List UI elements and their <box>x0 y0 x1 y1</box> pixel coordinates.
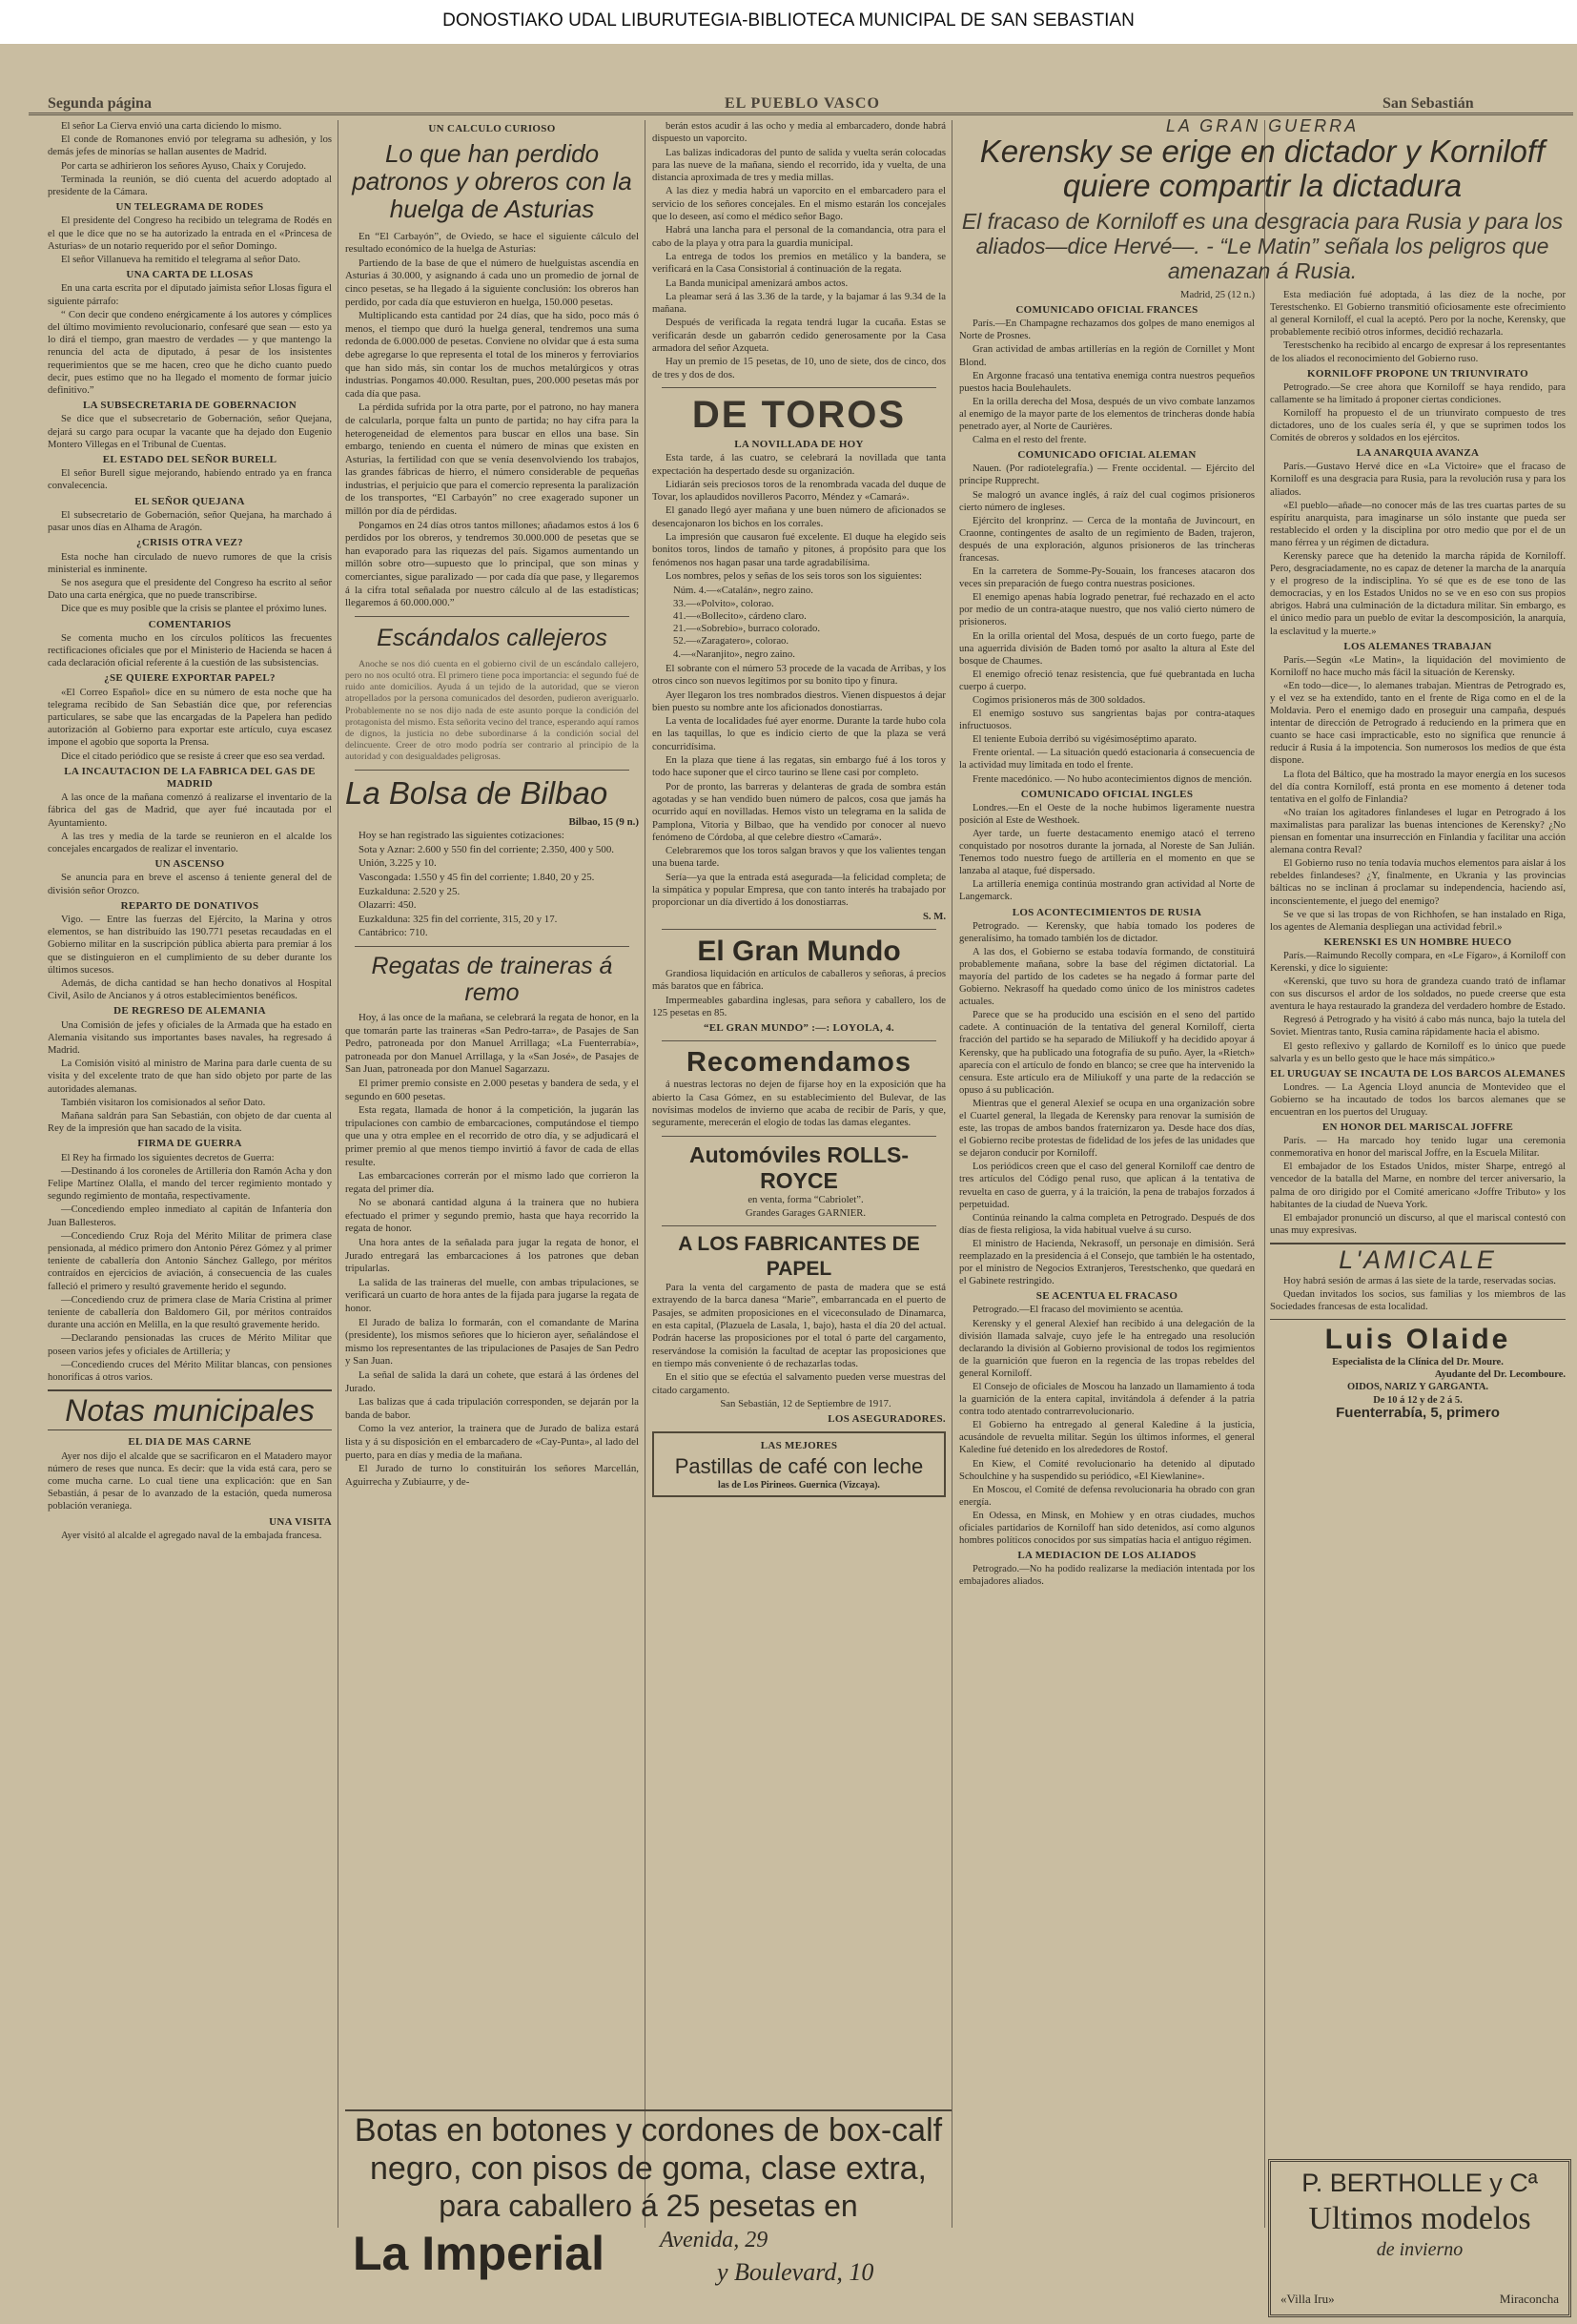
paragraph: «En todo—dice—, lo alemanes trabajan. Mientras de Petrogrado es, y el vez se ha extendido, tanto en el frente de Riga como en el de la Moldavia. Pero el enemigo dado en proseguir una campaña, después intentar de dirección de Petrogrado á reduciendo en la primera que en cuanto se hace casi impracticable, esto no significa que renuncie á reducir á Rusia á la impotencia. Son numerosos los medios de que ésta dispone. <box>1270 680 1566 767</box>
paragraph: La Banda municipal amenizará ambos actos. <box>666 277 849 289</box>
quote-line: Euzkalduna: 2.520 y 25. <box>358 885 461 897</box>
paragraph: En Moscou, el Comité de defensa revolucionaria ha obrado con gran energía. <box>959 1484 1255 1508</box>
paragraph: Las embarcaciones correrán por el mismo lado que corrieron la regata del primer día. <box>345 1170 639 1195</box>
list-item: 33.—«Polvito», colorao. <box>673 597 774 609</box>
paragraph: París.—En Champagne rechazamos dos golpes de mano enemigos al Norte de Prosnes. <box>959 319 1255 342</box>
quote-line: Unión, 3.225 y 10. <box>358 857 437 870</box>
archive-header-text: DONOSTIAKO UDAL LIBURUTEGIA-BIBLIOTECA MUNICIPAL DE SAN SEBASTIAN <box>442 10 1135 31</box>
paragraph: El sobrante con el número 53 procede de la vacada de Arribas, y los otros cinco son nuevos legítimos por su bonito tipo y finura. <box>652 662 946 688</box>
article-kicker: UN CALCULO CURIOSO <box>428 123 556 134</box>
subheading: COMENTARIOS <box>148 618 232 630</box>
olaide-line: Especialista de la Clínica del Dr. Moure. <box>1332 1357 1504 1368</box>
paragraph: Se comenta mucho en los círculos políticos las frecuentes rectificaciones oficiales que por el Ministerio de Hacienda se hacen á cada declaración oficial referente á la cuestión de las subsistencias. <box>48 632 332 669</box>
quote-line: Olazarri: 450. <box>358 899 417 912</box>
bertholle-line: Ultimos modelos <box>1308 2201 1531 2236</box>
quote-line: Vascongada: 1.550 y 45 fin del corriente; 1.840, 20 y 25. <box>358 872 595 884</box>
paragraph: Anoche se nos dió cuenta en el gobierno civil de un escándalo callejero, pero no nos ocultó otra. El primero tiene poca importancia: el segundo fué de ruido ante domicilios. Ayuda á un tejido de la autoridad, que se vieron atropellados por la persona comunicados del desorden, pudieron averiguarlo. Probablemente no se nos dijo nada de este asunto porque la condición del protagonista del mismo. Esta señorita vecino del trance, esperando aquí ramos de dignos, la justicia no debe subordinarse á la condición social del delincuente. Creer de otro modo podría ser contrario al principio de la autoridad y con desigualdades peligrosas. <box>345 658 639 763</box>
paragraph: Hay un premio de 15 pesetas, de 10, uno de siete, dos de cinco, dos de tres y dos de dos. <box>652 356 946 380</box>
subheading: COMUNICADO OFICIAL INGLES <box>1020 788 1194 800</box>
olaide-line: OIDOS, NARIZ Y GARGANTA. <box>1346 1382 1489 1393</box>
paragraph: Terestschenko ha recibido al encargo de expresar á los representantes de los aliados el reconocimiento del Gobierno ruso. <box>1270 340 1566 364</box>
masthead-strip <box>29 95 1573 115</box>
paragraph: El Consejo de oficiales de Moscou ha lanzado un llamamiento á toda la guarnición de la entera capital, invitándola á defender á la patria contra todo atentado contrarrevolucionario. <box>959 1381 1255 1418</box>
divider <box>662 929 936 930</box>
subheading: EL DIA DE MAS CARNE <box>128 1436 252 1449</box>
paragraph: El enemigo ofreció tenaz resistencia, que fué quebrantada en lucha cuerpo á cuerpo. <box>959 668 1255 692</box>
paragraph: El teniente Euboia derribó su vigésimoséptimo aparato. <box>973 734 1198 746</box>
paragraph: Hoy, á las once de la mañana, se celebrará la regata de honor, en la que tomarán parte las traineras «San Pedro-tarra», de Pasajes de San Pedro, patroneada por don Manuel Arrillaga; «La Fuenterrabía», patroneada por don Manuel Arrillaga, y la «San José», de Pasajes de San Juan, patroneada por don Manuel Sagarzazu. <box>345 1011 639 1076</box>
bertholle-right: Miraconcha <box>1499 2292 1559 2306</box>
paragraph: —Concediendo empleo inmediato al capitán de Infantería don Juan Ballesteros. <box>48 1204 332 1228</box>
regatas-title: Regatas de traineras á remo <box>371 952 613 1006</box>
paragraph: En “El Carbayón”, de Oviedo, se hace el siguiente cálculo del resultado económico de la huelga de Asturias: <box>345 230 639 256</box>
paragraph: El presidente del Congreso ha recibido un telegrama de Rodés en el que le dice que no se ha autorizado la entrada en el «Princesa de Asturias» de un notario requerido por el señor Domingo. <box>48 216 332 252</box>
divider <box>662 1040 936 1041</box>
paragraph: A las tres y media de la tarde se reunieron en el alcalde los concejales encargados de realizar el inventario. <box>48 831 332 854</box>
paragraph: Cogimos prisioneros más de 300 soldados. <box>973 695 1146 706</box>
divider <box>355 770 629 771</box>
column-3 <box>652 120 946 1503</box>
ad-address: y Boulevard, 10 <box>717 2258 874 2286</box>
subheading: COMUNICADO OFICIAL ALEMAN <box>1017 449 1197 462</box>
paragraph: Korniloff ha propuesto el de un triunvirato compuesto de tres dictadores, uno de los cuales sería él, y que se suprimen todos los Comités de obreros y soldados en los ejércitos. <box>1270 407 1566 444</box>
paragraph: A las dos, el Gobierno se estaba todavía formando, de constituirá probablemente mañana, sobre la base del régimen dictatorial. La mayoría del partido de los cadetes se ha negado á formar parte del Gobierno. Nekrasoff ha quedado como único de los ministros cadetes actuales. <box>959 946 1255 1008</box>
paragraph: El Rey ha firmado los siguientes decretos de Guerra: <box>61 1152 275 1163</box>
main-subhead: El fracaso de Korniloff es una desgracia para Rusia y para los aliados—dice Hervé—. - “Le Matin” señala los peligros que amenazan á Rusia. <box>961 209 1564 284</box>
paragraph: Regresó á Petrogrado y ha visitó á cabo más nunca, bajo la tutela del Soviet. Mientras tanto, Rusia camina rápidamente hacia el abismo. <box>1270 1015 1566 1039</box>
ad-address: Avenida, 29 <box>660 2228 768 2252</box>
paragraph: Grandiosa liquidación en artículos de caballeros y señoras, á precios más baratos que en fábrica. <box>652 967 946 993</box>
paragraph: Parece que se ha producido una escisión en el seno del partido cadete. A continuación de la tentativa del general Korniloff, cierta fracción del partido se ha separado de Miliukoff y ha decidido apoyar á Kerensky, que ha publicado una fotografía de su puño. Ayer, la «Rietch» aparecía con el artículo de fondo en blanco; se cree que ha intervenido la censura. Este artículo era de Miliukoff y una parte de la redacción se opuso á su publicación. <box>959 1010 1255 1096</box>
list-item: 4.—«Naranjito», negro zaino. <box>673 648 795 660</box>
bolsa-title: La Bolsa de Bilbao <box>345 774 608 811</box>
paragraph: —Declarando pensionadas las cruces de Mérito Militar que poseen varios jefes y oficiales de Artillería; y <box>48 1333 332 1357</box>
bertholle-ad <box>1268 2159 1571 2317</box>
paragraph: En la plaza que tiene á las regatas, sin embargo fué á los toros y todo hace suponer que el circo taurino se llene casi por completo. <box>652 754 946 779</box>
paragraph: Por carta se adhirieron los señores Ayuso, Chaix y Corujedo. <box>61 160 307 172</box>
cafe-kicker: LAS MEJORES <box>760 1440 838 1452</box>
subheading: FIRMA DE GUERRA <box>137 1138 242 1150</box>
paragraph: Sería—ya que la entrada está asegurada—la felicidad completa; de la simpática y popular Empresa, que con tanto interés ha trabajado por proporcionar un día divertido á los donostiarras. <box>652 871 946 909</box>
paragraph: Impermeables gabardina inglesas, para señora y caballero, los de 125 pesetas en 85. <box>652 994 946 1018</box>
divider <box>662 1225 936 1226</box>
subheading: LOS ALEMANES TRABAJAN <box>1343 640 1492 652</box>
paragraph: Frente oriental. — La situación quedó estacionaria á consecuencia de la actividad muy limitada en todo el frente. <box>959 748 1255 771</box>
paragraph: El ministro de Hacienda, Nekrasoff, un personaje en dimisión. Será reemplazado en la presidencia á el Consejo, que también le ha ostentado, por el ministro de Negocios Extranjeros, Terestschenko, que quedará en el Gabinete restringido. <box>959 1238 1255 1287</box>
paragraph: París.—Según «Le Matin», la liquidación del movimiento de Korniloff no hace mucho más fácil la situación de Kerensky. <box>1270 654 1566 678</box>
ad-brand: La Imperial <box>353 2227 604 2280</box>
subheading: EL URUGUAY SE INCAUTA DE LOS BARCOS ALEMANES <box>1270 1067 1566 1080</box>
signature: S. M. <box>922 910 946 922</box>
paragraph: El Jurado de baliza lo formarán, con el comandante de Marina (presidente), los mismos señores que lo hicieron ayer, señalándose el mismo los representantes de las tripulaciones de Pasajes de San Pedro y San Juan. <box>345 1316 639 1368</box>
paragraph: San Sebastián, 12 de Septiembre de 1917. <box>720 1397 891 1409</box>
paragraph: En una carta escrita por el diputado jaimista señor Llosas figura el siguiente párrafo: <box>48 283 332 307</box>
paragraph: Dice que es muy posible que la crisis se plantee el próximo lunes. <box>61 604 327 615</box>
paragraph: El enemigo sostuvo sus sangrientas bajas por contra-ataques infructuosos. <box>959 709 1255 732</box>
subheading: UNA CARTA DE LLOSAS <box>126 269 254 281</box>
paragraph: Los nombres, pelos y señas de los seis toros son los siguientes: <box>666 569 922 582</box>
paragraph: Petrogrado. — Kerensky, que había tomado los poderes de generalísimo, ha tomado también los de dictador. <box>959 920 1255 944</box>
strip-left: Segunda página <box>48 95 152 112</box>
paragraph: «El pueblo—añade—no conocer más de las tres cuartas partes de su espíritu anarquista, para imaginarse un sólo instante que pueda ser restablecido el orden y la disciplina por otro medio que por el de un mano férrea y un régimen de dictadura. <box>1270 500 1566 548</box>
paragraph: Los periódicos creen que el caso del general Korniloff cae dentro de tres artículos del Código penal ruso, que aplican á la tentativa de revuelta en caso de guerra, y á la traición, la pena de trabajos forzados á perpetuidad. <box>959 1162 1255 1210</box>
paragraph: Ejército del kronprinz. — Cerca de la montaña de Juvincourt, en Craonne, contingentes de asalto de un regimiento de Baden, trajeron, después de una exploración, algunos prisioneros de las trincheras francesas. <box>959 515 1255 564</box>
paragraph: El primer premio consiste en 2.000 pesetas y bandera de seda, y el segundo en 600 pesetas. <box>345 1077 639 1102</box>
notas-municipales-title: Notas municipales <box>48 1389 332 1430</box>
paragraph: —Concediendo cruces del Mérito Militar blancas, con pensiones honoríficas á otros varios. <box>48 1359 332 1384</box>
paragraph: Kerensky parece que ha detenido la marcha rápida de Korniloff. Pero, desgraciadamente, no es capaz de detener la marcha de la anarquía y el progreso de la indisciplina. Yo sé que es de ese tono de las democracias, y en los Estados Unidos no se ve en eso con sus propios abrigos. Habrá una culminación de la dictadura militar. Sin embargo, es el único medio para un pueblo de evitar la descomposición, la anarquía, la esclavitud y la muerte.» <box>1270 550 1566 637</box>
divider <box>355 946 629 947</box>
paragraph: La entrega de todos los premios en metálico y la bandera, se verificará en la Casa Consistorial á continuación de la regata. <box>652 250 946 276</box>
strip-center: EL PUEBLO VASCO <box>725 95 880 112</box>
paragraph: Vigo. — Entre las fuerzas del Ejército, la Marina y otros elementos, se han distribuído las 190.771 pesetas recaudadas en el Gobierno militar en la suscripción pública abierta para premiar á los que se distinguieron en el cumplimiento de su deber durante los últimos sucesos. <box>48 914 332 976</box>
paragraph: Como la vez anterior, la trainera que de Jurado de baliza estará lista y á su disposición en el embarcadero de «Cay-Punta», al lado del puerto, para en días y media de la mañana. <box>345 1423 639 1461</box>
subheading: ¿SE QUIERE EXPORTAR PAPEL? <box>104 672 276 685</box>
subheading: KORNILOFF PROPONE UN TRIUNVIRATO <box>1307 367 1528 380</box>
paragraph: Además, de dicha cantidad se han hecho donativos al Hospital Civil, Asilo de Ancianos y á otros establecimientos benéficos. <box>48 978 332 1002</box>
paragraph: Habrá una lancha para el personal de la comandancia, otra para el cabo de la playa y otra para la guardia municipal. <box>652 224 946 249</box>
paragraph: á nuestras lectoras no dejen de fijarse hoy en la exposición que ha abierto la Casa Gómez, en su establecimiento del Bulevar, de las novísimas modelos de invierno que acaba de recibir de París, y que, seguramente, merecerán el elogio de todas las damas elegantes. <box>652 1079 946 1129</box>
column-2 <box>345 120 639 1490</box>
paragraph: El embajador de los Estados Unidos, míster Sharpe, entregó al vencedor de la batalla del Marne, en nombre del tercer aniversario, la palma de oro dirigido por el Comité americano «Joffre Tributo» y los habitantes de la ciudad de Nueva York. <box>1270 1162 1566 1210</box>
paragraph: Se nos asegura que el presidente del Congreso ha escrito al señor Dato una carta enérgica, que no puede transcribirse. <box>48 577 332 602</box>
column-rule <box>1264 120 1265 2228</box>
paragraph: Dice el citado periódico que se resiste á creer que eso sea verdad. <box>61 751 325 762</box>
subheading: LOS ACONTECIMIENTOS DE RUSIA <box>1012 906 1202 918</box>
paragraph: En la orilla derecha del Mosa, después de un vivo combate lanzamos al enemigo de la mayor parte de los elementos de trincheras donde había penetrado ayer, al Norte de Caurières. <box>959 396 1255 433</box>
paragraph: En Argonne fracasó una tentativa enemiga contra nuestros pequeños puestos hacia Boulehaulets. <box>959 370 1255 394</box>
paragraph: Ayer tarde, un fuerte destacamento enemigo atacó el terreno conquistado por nosotros durante la jornada, al Noreste de San Julián. Tenemos todo nuestro fuego de artillería en el momento en que se lanzaba al ataque, fué dispersado. <box>959 828 1255 877</box>
paragraph: El ganado llegó ayer mañana y une buen número de aficionados se desencajonaron los bichos en los corrales. <box>652 504 946 529</box>
paragraph: —Destinando á los coroneles de Artillería don Ramón Acha y don Felipe Martínez Olalla, el mando del tercer regimiento montado y segundo regimiento de montaña, respectivamente. <box>48 1165 332 1203</box>
cafe-title: Pastillas de café con leche <box>674 1453 924 1478</box>
paragraph: Esta tarde, á las cuatro, se celebrará la novillada que tanta expectación ha despertado desde su organización. <box>652 452 946 477</box>
subheading: UN ASCENSO <box>154 858 225 871</box>
paragraph: Nauen. (Por radiotelegrafía.) — Frente occidental. — Ejército del príncipe Rupprecht. <box>959 463 1255 487</box>
cafe-sub: las de Los Pirineos. Guernica (Vizcaya). <box>718 1479 880 1491</box>
paragraph: Gran actividad de ambas artillerías en la región de Cornillet y Mont Blond. <box>959 344 1255 368</box>
bertholle-left: «Villa Iru» <box>1280 2292 1335 2306</box>
paragraph: A las diez y media habrá un vaporcito en el embarcadero para el servicio de los señores concejales. En el mismo estarán los concejales que lo deseen, así como el médico señor Bago. <box>652 185 946 223</box>
paragraph: El señor Villanueva ha remitido el telegrama al señor Dato. <box>61 255 300 266</box>
divider <box>662 1136 936 1137</box>
paragraph: Las balizas que á cada tripulación corresponden, se dejarán por la banda de babor. <box>345 1396 639 1421</box>
paragraph: Mientras que el general Alexief se ocupa en una organización sobre el Cuartel general, la llegada de Kerensky para renovar la sumisión de este, las tropas de ambos bandos fraternizaron ya. Desde hace dos días, el Gobierno recibe protestas de fidelidad de los jefes de las unidades que se dejaron conducir por Korniloff. <box>959 1098 1255 1160</box>
paragraph: Celebraremos que los toros salgan bravos y que los valientes tengan una buena tarde. <box>652 845 946 870</box>
paragraph: El enemigo apenas había logrado penetrar, fué rechazado en el acto por medio de un contra-ataque nuestro, que nos valió cierto número de prisioneros. <box>959 592 1255 628</box>
list-item: 52.—«Zaragatero», colorao. <box>673 635 789 648</box>
la-imperial-ad <box>345 2109 952 2314</box>
papel-title: A LOS FABRICANTES DE PAPEL <box>678 1233 920 1281</box>
cafe-ad <box>652 1431 946 1497</box>
paragraph: Multiplicando esta cantidad por 24 días, que ha sido, poco más ó menos, el tiempo que duró la huelga general, tendremos una suma redonda de 6.000.000 de pesetas. Conviene no olvidar que á esta suma debe agregarse lo que representa el total de los mineros y ferroviarios que han sido más, sin contar los de muchos metalúrgicos y otras industrias. Pongamos 40.000. Resultan, pues, 200.000 pesetas más por cada día que pasa. <box>345 310 639 400</box>
paragraph: Ayer llegaron los tres nombrados diestros. Vienen dispuestos á dejar bien puesto su nombre ante los aficionados donostiarras. <box>652 689 946 713</box>
paragraph: Se dice que el subsecretario de Gobernación, señor Quejana, dejará su cargo para ocupar la vacante que ha dejado don Eugenio Montero Villegas en el Tribunal de Cuentas. <box>48 414 332 450</box>
paragraph: En la carretera de Somme-Py-Souain, los franceses atacaron dos veces sin preparación de fuego contra nuestras posiciones. <box>959 566 1255 590</box>
paragraph: La salida de las traineras del muelle, con ambas tripulaciones, se verificará un cuarto de hora antes de la fijada para jugarse la regata de honor. <box>345 1276 639 1315</box>
paragraph: El Gobierno ruso no tenía todavía muchos elementos para aislar á los rebeldes finlandeses? ¿Y, finalmente, en Ukrania y las provincias bálticas no se inclinan á proclamar su independencia, haciendo así, inconscientemente, el juego del enemigo? <box>1270 858 1566 907</box>
newspaper-page <box>0 44 1577 2324</box>
paragraph: «El Correo Español» dice en su número de esta noche que ha telegrama recibido de San Sebastián dice que, por referencias particulares, se sabe que las encargadas de la Papelera han pedido autorización al Gobierno para exportar este artículo, cuya escasez impone el agobio que soporta la Prensa. <box>48 687 332 749</box>
paragraph: En el sitio que se efectúa el salvamento pueden verse muestras del citado cargamento. <box>652 1371 946 1396</box>
recomendamos-title: Recomendamos <box>686 1047 911 1079</box>
subheading: LA INCAUTACION DE LA FABRICA DEL GAS DE MADRID <box>64 765 316 790</box>
paragraph: El señor Burell sigue mejorando, habiendo entrado ya en franca convalecencia. <box>48 468 332 492</box>
archive-header <box>0 0 1577 44</box>
paragraph: Quedan invitados los socios, sus familias y los miembros de las Sociedades francesas de esta localidad. <box>1270 1289 1566 1313</box>
subheading: EL SEÑOR QUEJANA <box>134 495 245 507</box>
list-item: 41.—«Bollecito», cárdeno claro. <box>673 609 807 622</box>
escandalos-title: Escándalos callejeros <box>377 624 607 651</box>
paragraph: Mañana saldrán para San Sebastián, con objeto de dar cuenta al Rey de la impresión que han sacado de la visita. <box>48 1111 332 1135</box>
paragraph: El subsecretario de Gobernación, señor Quejana, ha marchado á pasar unos días en Alhama de Aragón. <box>48 509 332 534</box>
paragraph: Se anuncia para en breve el ascenso á teniente general del de división señor Orozco. <box>48 873 332 896</box>
amicale-title: L'AMICALE <box>1270 1243 1566 1275</box>
paragraph: Lidiarán seis preciosos toros de la renombrada vacada del duque de Tovar, los aplaudidos novilleros Pacorro, Méndez y «Camará». <box>652 478 946 504</box>
paragraph: El gesto reflexivo y gallardo de Korniloff es lo único que puede salvarla y es un bello gesto que le hace más simpático.» <box>1270 1040 1566 1064</box>
paragraph: Londres. — La Agencia Lloyd anuncia de Montevideo que el Gobierno se ha incautado de todos los barcos alemanes que se encuentran en los puertos del Uruguay. <box>1270 1081 1566 1118</box>
paragraph: Petrogrado.—El fracaso del movimiento se acentúa. <box>973 1305 1183 1316</box>
ad-line: Botas en botones y cordones de box-calf <box>354 2112 943 2149</box>
quote-line: Cantábrico: 710. <box>358 927 428 939</box>
list-item: Núm. 4.—«Catalán», negro zaino. <box>673 585 813 597</box>
subheading: LA ANARQUIA AVANZA <box>1356 447 1480 460</box>
paragraph: Esta regata, llamada de honor á la competición, la jugarán las tripulaciones con cambio de embarcaciones, computándose el tiempo que una y otra emplee en el recorrido de otro día, y se adjudicará el primer premio al que menos tiempo invirtió á favor de cada de ellas resulte. <box>345 1104 639 1168</box>
paragraph: En Odessa, en Minsk, en Mohiew y en otras ciudades, muchos oficiales partidarios de Korniloff han sido detenidos, así como algunos hombres políticos conocidos por sus simpatías hacia el antiguo régimen. <box>959 1510 1255 1547</box>
paragraph: Una Comisión de jefes y oficiales de la Armada que ha estado en Alemania visitando sus importantes bases navales, ha regresado á Madrid. <box>48 1019 332 1057</box>
paragraph: No se abonará cantidad alguna á la trainera que no hubiera efectuado el primer y segundo premio, hasta que haya recorrido la regata de honor. <box>345 1197 639 1235</box>
gran-mundo-title: El Gran Mundo <box>697 935 901 967</box>
olaide-name: Luis Olaide <box>1324 1324 1511 1356</box>
paragraph: La pérdida sufrida por la otra parte, por el patrono, no hay manera de calcularla, porque falta un punto de partida; no hay cifra para la heterogeneidad de elementos para buscar en ellos una base. Sin embargo, teniendo en cuenta el número de minas que existen en Asturias, la fertilidad con que se venía desenvolviendo los trabajos, las grandes fábricas de hierro, el número considerable de pequeñas industrias, el perjuicio que para el comercio representa la paralización de los transportes, “El Carbayón” no cree exagerado suponer un millón por día de pérdidas. <box>345 401 639 518</box>
paragraph: Grandes Garages GARNIER. <box>745 1206 867 1219</box>
subheading: REPARTO DE DONATIVOS <box>120 899 259 912</box>
toros-title: DE TOROS <box>691 393 907 436</box>
paragraph: Petrogrado.—No ha podido realizarse la mediación intentada por los embajadores aliados. <box>959 1564 1255 1588</box>
paragraph: También visitaron los comisionados al señor Dato. <box>61 1097 266 1108</box>
paragraph: “ Con decir que condeno enérgicamente á los autores y cómplices del último movimiento revolucionario, confesaré que sean — esto ya lo dirá el tiempo, gran maestro de verdades — y que mantengo la renuncia del acta de diputado, á pesar de los insistentes requerimientos que se me hacen, creo que he dicho cuanto puedo decir, pues estimo que no ha llegado el momento de formar juicio definitivo.” <box>48 309 332 397</box>
paragraph: El Gobierno ha entregado al general Kaledine á la justicia, acusándole de revuelta militar. Según los últimos informes, el general Kaledine fué detenido en los alrededores de Rostof. <box>959 1420 1255 1456</box>
bertholle-name: P. BERTHOLLE y Cª <box>1301 2169 1538 2197</box>
paragraph: Terminada la reunión, se dió cuenta del acuerdo adoptado al presidente de la Cámara. <box>48 174 332 198</box>
paragraph: Después de verificada la regata tendrá lugar la cucaña. Estas se verificarán desde un gabarrón cedido generosamente por la Casa armadora del señor Azqueta. <box>652 317 946 355</box>
subheading: LA MEDIACION DE LOS ALIADOS <box>1017 1550 1197 1562</box>
ad-address: “EL GRAN MUNDO” :—: LOYOLA, 4. <box>704 1022 894 1035</box>
paragraph: Ayer visitó al alcalde el agregado naval de la embajada francesa. <box>61 1530 322 1541</box>
paragraph: Petrogrado.—Se cree ahora que Korniloff se haya rendido, para callamente se ha limitado á proponer ciertas condiciones. <box>1270 381 1566 405</box>
subheading: ¿CRISIS OTRA VEZ? <box>136 537 243 549</box>
column-4-right <box>1270 289 1566 1419</box>
subheading: KERENSKI ES UN HOMBRE HUECO <box>1323 936 1512 948</box>
paragraph: Ayer nos dijo el alcalde que se sacrificaron en el Matadero mayor número de reses que nunca. Es decir: que la vida está cara, pero se come mucha carne. Lo cual tiene una explicación: que en San Sebastián, á pesar de lo avanzado de la estación, queda numerosa población veraniega. <box>48 1450 332 1512</box>
subheading: COMUNICADO OFICIAL FRANCES <box>1015 304 1198 317</box>
divider <box>662 387 936 388</box>
paragraph: Hoy se han registrado las siguientes cotizaciones: <box>358 830 564 842</box>
olaide-ad <box>1270 1319 1566 1421</box>
paragraph: Esta noche han circulado de nuevo rumores de que la crisis ministerial es inminente. <box>48 551 332 575</box>
paragraph: Una hora antes de la señalada para jugar la regata de honor, el Jurado entregará las embarcaciones á los patrones que deban tripularlas. <box>345 1237 639 1275</box>
main-headline: Kerensky se erige en dictador y Korniloff quiere compartir la dictadura <box>979 134 1546 204</box>
paragraph: Para la venta del cargamento de pasta de madera que se está extrayendo de la barca danesa “Marie”, embarrancada en el puerto de Pasajes, se admiten proposiciones en el viceconsulado de Dinamarca, en esta capital, (Plazuela de Lasala, 1, bajo), hasta el día 20 del actual. Podrán hacerse las proposiciones por el total ó parte del cargamento, reservándose la comisión la facultad de aceptar las proposiciones que en tiempo más conveniente ó de rechazarlas todas. <box>652 1282 946 1369</box>
subheading: DE REGRESO DE ALEMANIA <box>113 1005 266 1018</box>
paragraph: Kerensky y el general Alexief han recibido á una delegación de la división llamada salvaje, cuyo jefe le ha entregado una resolución declarando la división al Gobierno provisional de todos los regimientos de la guarnición que fueron en la regencia de las tropas rebeldes del general Korniloff. <box>959 1318 1255 1379</box>
subheading: EN HONOR DEL MARISCAL JOFFRE <box>1321 1121 1514 1134</box>
subheading: SE ACENTUA EL FRACASO <box>1035 1290 1178 1303</box>
paragraph: Hoy habrá sesión de armas á las siete de la tarde, reservadas socias. <box>1283 1275 1556 1286</box>
paragraph: berán estos acudir á las ocho y media al embarcadero, donde habrá dispuesto un vaporcito. <box>652 120 946 145</box>
ad-line: negro, con pisos de goma, clase extra, <box>370 2150 927 2187</box>
subheading: LA NOVILLADA DE HOY <box>734 438 864 450</box>
olaide-line: Ayudante del Dr. Lecomboure. <box>1434 1369 1566 1381</box>
quote-line: Sota y Aznar: 2.600 y 550 fin del corriente; 2.350, 400 y 500. <box>358 843 614 855</box>
list-item: 21.—«Sobrebio», burraco colorado. <box>673 623 821 635</box>
paragraph: En Kiew, el Comité revolucionario ha detenido al diputado Schoulchine y ha suspendido su periódico, «El Kiewlanine». <box>959 1458 1255 1482</box>
paragraph: París.—Raimundo Recolly compara, en «Le Fígaro», á Korniloff con Kerenski, y dice lo siguiente: <box>1270 950 1566 974</box>
paragraph: El señor La Cierva envió una carta diciendo lo mismo. <box>61 121 282 132</box>
bull-list <box>673 585 946 661</box>
divider <box>355 616 629 617</box>
paragraph: París.—Gustavo Hervé dice en «La Victoire» que el fracaso de Korniloff es una desgracia para Rusia, para la revolución rusa y para los aliados. <box>1270 462 1566 498</box>
subheading: LA SUBSECRETARIA DE GOBERNACION <box>83 400 297 412</box>
paragraph: Se malogró un avance inglés, á raíz del cual cogimos prisioneros cierto número de ingleses. <box>959 489 1255 513</box>
paragraph: Esta mediación fué adoptada, á las diez de la noche, por Terestschenko. El Gobierno transmitió oficiosamente este ofrecimiento al general Korniloff, el cual la aceptó. Pero por la noche, Kerensky, que probablemente recibió otros informes, decidió rechazarla. <box>1270 290 1566 339</box>
paragraph: Calma en el resto del frente. <box>973 435 1087 446</box>
paragraph: La señal de salida la dará un cohete, que estará á las órdenes del Jurado. <box>345 1369 639 1394</box>
paragraph: Pongamos en 24 días otros tantos millones; añadamos estos á los 6 perdidos por los obreros, y tendremos 30.000.000 de pesetas que se han evaporado para las riquezas del país. Sigamos aumentando un millón sobre otro—supuesto que lo principal, que son minas y comerciantes, sigue paralizado — por cada día que pase, y llegaremos á la cifra total señalada por nuestro cálculo al de las estadísticas; llegaremos á 60.000.000.” <box>345 519 639 609</box>
subheading: EL ESTADO DEL SEÑOR BURELL <box>102 454 277 466</box>
paragraph: Se ve que si las tropas de von Richhofen, se han instalado en Riga, los agentes de Alemania despliegan una actividad febril.» <box>1270 909 1566 933</box>
article-title: Lo que han perdido patronos y obreros con la huelga de Asturias <box>352 138 632 223</box>
paragraph: «Kerenski, que tuvo su hora de grandeza cuando trató de inflamar con sus discursos el ardor de los soldados, no puede creerse que esta aventura le haya restaurado la grandeza del verdadero hombre de Estado. <box>1270 977 1566 1013</box>
paragraph: La venta de localidades fué ayer enorme. Durante la tarde hubo cola en las taquillas, lo que es indicio cierto de que la plaza se verá concurridísima. <box>652 715 946 752</box>
paragraph: —Concediendo cruz de primera clase de María Cristina al primer teniente de caballería don Baldomero Gil, por méritos contraídos durante una acción en Melilla, en la que resultó gravemente herido. <box>48 1294 332 1331</box>
olaide-line: De 10 á 12 y de 2 á 5. <box>1373 1394 1463 1406</box>
paragraph: El embajador pronunció un discurso, al que el mariscal contestó con unas muy expresivas. <box>1270 1212 1566 1236</box>
column-1 <box>48 120 332 1543</box>
subheading: UNA VISITA <box>269 1515 332 1528</box>
dateline: Bilbao, 15 (9 n.) <box>568 815 639 828</box>
olaide-address: Fuenterrabía, 5, primero <box>1336 1404 1500 1421</box>
paragraph: «No traían los agitadores finlandeses el lugar en Petrogrado á los maximalistas para paralizar las buenas intenciones de Kerensky? ¿No piensan en fomentar una insurrección en Finlandia y facilitar una acción alemana contra Reval? <box>1270 807 1566 856</box>
paragraph: A las once de la mañana comenzó á realizarse el inventario de la fábrica del gas de Madrid, que ayer fué incautada por el Ayuntamiento. <box>48 792 332 829</box>
paragraph: —Concediendo Cruz Roja del Mérito Militar de primera clase pensionada, al médico primero don Antonio Pérez Gómez y al primer teniente de caballería don Antonio Sánchez Gallego, por méritos contraídos en ejercicios de aviación, á consecuencia de las cuales falleció el primero y resultó gravemente herido el segundo. <box>48 1230 332 1292</box>
paragraph: Frente macedónico. — No hubo acontecimientos dignos de mención. <box>973 773 1253 785</box>
paragraph: en venta, forma “Cabriolet”. <box>748 1193 864 1205</box>
paragraph: La impresión que causaron fué excelente. El duque ha elegido seis bonitos toros, lindos de tamaño y pitones, á propósito para que los fenómenos nos hagan pasar una tarde agradabilísima. <box>652 531 946 568</box>
paragraph: La artillería enemiga continúa mostrando gran actividad al Norte de Langemarck. <box>959 879 1255 903</box>
paragraph: París. — Ha marcado hoy tenido lugar una ceremonia conmemorativa en honor del mariscal Joffre, en la Escuela Militar. <box>1270 1136 1566 1160</box>
rolls-royce-title: Automóviles ROLLS-ROYCE <box>688 1141 909 1193</box>
subheading: UN TELEGRAMA DE RODES <box>115 201 264 214</box>
signature: LOS ASEGURADORES. <box>828 1413 946 1426</box>
ad-line: para caballero á 25 pesetas en <box>439 2189 858 2223</box>
paragraph: Londres.—En el Oeste de la noche hubimos ligeramente nuestra posición al Este de Westhoek. <box>959 802 1255 826</box>
paragraph: Partiendo de la base de que el número de huelguistas ascendía en Asturias á 30.000, y asignando á cada uno un promedio de jornal de cinco pesetas, se ha llegado á la siguiente conclusión: los obreros han perdido, por cada día que estuvieron en huelga, 150.000 pesetas. <box>345 257 639 308</box>
paragraph: La flota del Báltico, que ha mostrado la mayor energía en los sucesos del día contra Korniloff, está pronta en ese momento á detener toda tentativa en el golfo de Finlandia? <box>1270 769 1566 805</box>
paragraph: La Comisión visitó al ministro de Marina para darle cuenta de su visita y del excelente trato de que han sido objeto por parte de las autoridades alemanas. <box>48 1059 332 1095</box>
paragraph: Continúa reinando la calma completa en Petrogrado. Después de dos días de fiesta religiosa, la vida habitual vuelve á su curso. <box>959 1212 1255 1236</box>
paragraph: Por de pronto, las barreras y delanteras de grada de sombra están agotadas y se han vendido buen número de palcos, cosa que jamás ha ocurrido aquí en novilladas. Hemos visto un telegrama en la salida de Pamplona, Vitoria y Bilbao, que ha vendido por conocer al nuevo fenómeno de Córdoba, al que celebre diestro «Camará». <box>652 780 946 843</box>
column-4-left <box>959 289 1255 1589</box>
strip-right: San Sebastián <box>1382 95 1474 112</box>
section-title: LA GRAN GUERRA <box>1165 116 1360 135</box>
paragraph: El conde de Romanones envió por telegrama su adhesión, y los demás jefes de minorías se hallan ausentes de Madrid. <box>48 134 332 158</box>
paragraph: Las balizas indicadoras del punto de salida y vuelta serán colocadas para las nueve de la mañana, siendo el recorrido, ida y vuelta, de una distancia aproximada de tres y media millas. <box>652 146 946 184</box>
paragraph: El Jurado de turno lo constituirán los señores Marcellán, Aguirrecha y Zubiaurre, y de- <box>345 1463 639 1488</box>
paragraph: La pleamar será á las 3.36 de la tarde, y la bajamar á las 9.34 de la mañana. <box>652 290 946 316</box>
column-4 <box>959 116 1566 1588</box>
bertholle-line: de invierno <box>1376 2239 1464 2260</box>
dateline: Madrid, 25 (12 n.) <box>1180 290 1255 301</box>
paragraph: En la orilla oriental del Mosa, después de un corto fuego, parte de una aguerrida división de Baden tomó por asalto la altura al Este del bosque de Chaumes. <box>959 630 1255 667</box>
quote-line: Euzkalduna: 325 fin del corriente, 315, 20 y 17. <box>358 913 558 925</box>
